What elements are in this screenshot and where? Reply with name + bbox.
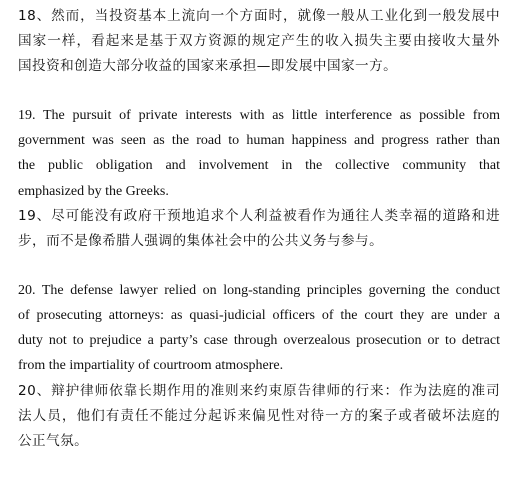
text-line: 20、辩护律师依靠长期作用的准则来约束原告律师的行来：作为法庭的准司 (18, 382, 500, 399)
text-line: 20. The defense lawyer relied on long-standing principles governing the conduct (18, 282, 500, 298)
item-20 (18, 278, 500, 454)
item-20-chinese-translation (18, 379, 500, 454)
text-line: emphasized by the Greeks. (18, 183, 169, 199)
text-line: 18、然而，当投资基本上流向一个方面时，就像一般从工业化到一般发展中 (18, 8, 500, 24)
text-line: 19、尽可能没有政府干预地追求个人利益被看作为通往人类幸福的道路和进 (18, 207, 500, 224)
text-line: government was seen as the road to human happiness and progress rather than (18, 133, 500, 149)
text-line: the public obligation and involvement in the collective community that (18, 158, 500, 174)
item-20-english-sentence (18, 278, 500, 379)
paragraph-spacer (18, 254, 500, 278)
text-line: 法人员，他们有责任不能过分起诉来偏见性对待一方的案子或者破坏法庭的 (18, 407, 500, 424)
text-line: 国投资和创造大部分收益的国家来承担—即发展中国家一方。 (18, 58, 398, 74)
text-line: 步，而不是像希腊人强调的集体社会中的公共义务与参与。 (18, 232, 384, 249)
text-line: of prosecuting attorneys: as quasi-judicial officers of the court they are under a (18, 308, 500, 324)
text-line: 19. The pursuit of private interests with as little interference as possible from (18, 108, 500, 123)
text-line: 公正气氛。 (18, 432, 89, 449)
text-line: from the impartiality of courtroom atmosphere. (18, 358, 284, 374)
item-19 (18, 103, 500, 254)
item-18-chinese-translation (18, 4, 500, 79)
text-line: 国家一样，看起来是基于双方资源的规定产生的收入损失主要由接收大量外 (18, 33, 500, 49)
paragraph-spacer (18, 79, 500, 103)
item-18 (18, 4, 500, 79)
document-page (18, 4, 500, 454)
item-19-english-sentence (18, 103, 500, 204)
text-line: duty not to prejudice a party’s case through overzealous prosecution or to detract (18, 333, 500, 349)
item-19-chinese-translation (18, 204, 500, 254)
